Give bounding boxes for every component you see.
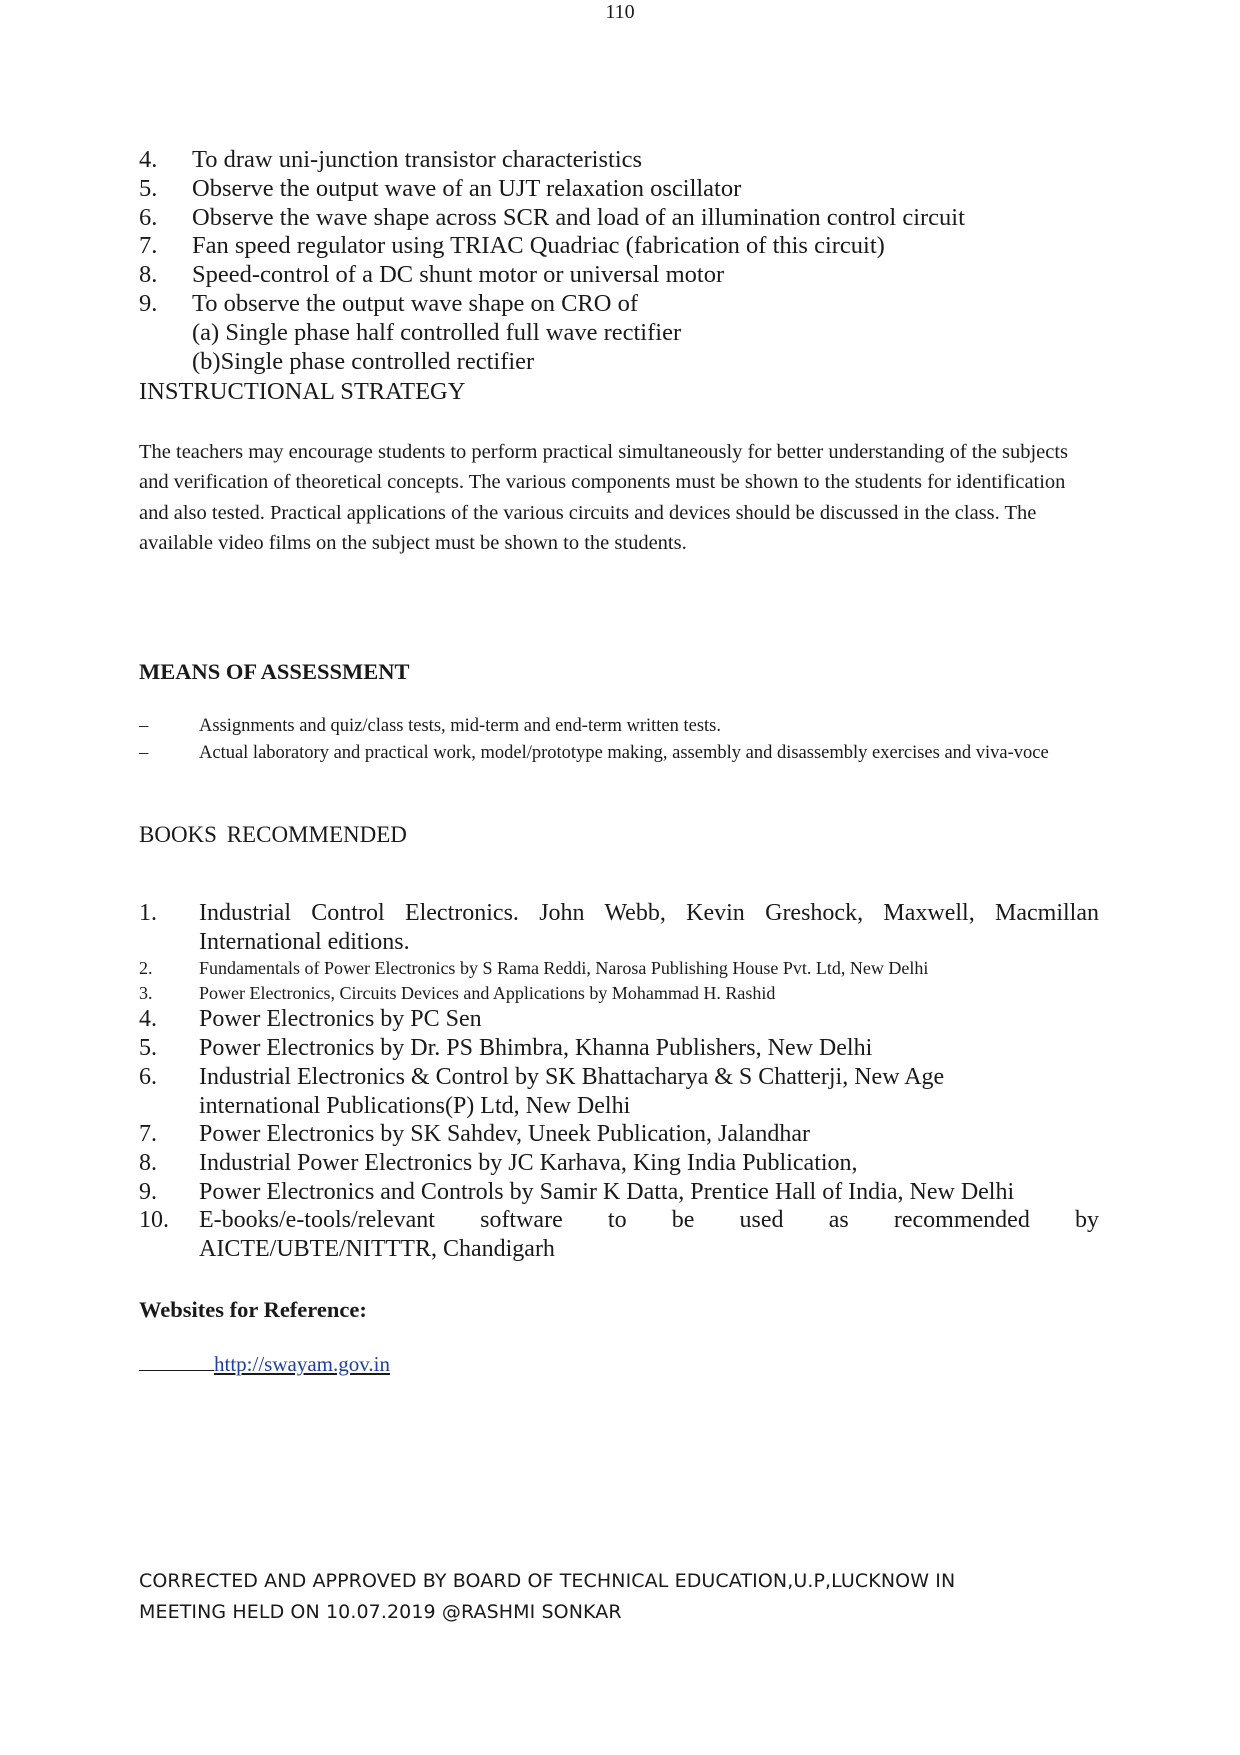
item-text-continued: AICTE/UBTE/NITTTR, Chandigarh — [199, 1236, 555, 1263]
item-number: 2. — [139, 958, 153, 979]
section-heading-websites: Websites for Reference: — [139, 1297, 367, 1322]
books-list — [139, 899, 1099, 1264]
footer-line: CORRECTED AND APPROVED BY BOARD OF TECHNICAL EDUCATION,U.P,LUCKNOW IN — [139, 1570, 956, 1592]
item-number: 6. — [139, 1063, 157, 1090]
item-number: 4. — [139, 146, 158, 173]
strategy-paragraph: The teachers may encourage students to perform practical simultaneously for better understanding of the subjects and verification of theoretical concepts. The various components must be shown to the students for identification and also tested. Practical applications of the various circuits and devices should be discussed in the class. The available video films on the subject must be shown to the students. — [139, 441, 1069, 555]
item-number: 4. — [139, 1006, 157, 1033]
item-text: Power Electronics, Circuits Devices and Applications by Mohammad H. Rashid — [199, 982, 776, 1003]
item-number: 5. — [139, 1035, 157, 1062]
list-item — [139, 956, 1099, 981]
item-text: Fundamentals of Power Electronics by S Rama Reddi, Narosa Publishing House Pvt. Ltd, New Delhi — [199, 958, 929, 979]
item-text: Observe the wave shape across SCR and load of an illumination control circuit — [192, 203, 965, 231]
assessment-list — [139, 713, 1099, 767]
practical-list — [139, 146, 1099, 376]
list-item — [139, 1149, 1099, 1178]
item-text: Industrial Control Electronics. John Webb, Kevin Greshock, Maxwell, Macmillan — [199, 900, 1099, 926]
list-item — [139, 261, 1099, 290]
footer-line: MEETING HELD ON 10.07.2019 @RASHMI SONKAR — [139, 1601, 622, 1623]
list-item — [139, 1034, 1099, 1063]
item-number: 3. — [139, 982, 153, 1003]
item-text: Power Electronics by PC Sen — [199, 1006, 482, 1033]
item-text: Industrial Electronics & Control by SK Bhattacharya & S Chatterji, New Age — [199, 1063, 945, 1090]
item-number: 8. — [139, 261, 158, 289]
item-number: 6. — [139, 203, 158, 231]
item-number: 9. — [139, 1178, 157, 1205]
item-number: 8. — [139, 1149, 157, 1176]
list-item — [139, 1206, 1099, 1263]
list-item — [139, 1120, 1099, 1149]
item-text: To draw uni-junction transistor characteristics — [192, 146, 643, 173]
item-number: 10. — [139, 1207, 169, 1234]
item-text: Power Electronics and Controls by Samir K Datta, Prentice Hall of India, New Delhi — [199, 1178, 1015, 1205]
section-heading-assessment: MEANS OF ASSESSMENT — [139, 659, 410, 684]
item-text: Actual laboratory and practical work, model/prototype making, assembly and disassembly exercises and viva-voce — [199, 743, 1049, 763]
section-heading-books: BOOKS RECOMMENDED — [139, 822, 407, 847]
list-item — [139, 1005, 1099, 1034]
item-number: 9. — [139, 289, 158, 317]
swayam-link[interactable]: http://swayam.gov.in — [214, 1352, 390, 1376]
page-number: 110 — [605, 1, 635, 23]
approval-footer — [139, 1566, 1139, 1628]
list-item — [139, 1178, 1099, 1207]
list-item — [139, 290, 1099, 319]
item-text: E-books/e-tools/relevant software to be used as recommended by — [199, 1207, 1099, 1234]
item-text-continued: International editions. — [199, 928, 410, 955]
item-text: Assignments and quiz/class tests, mid-term and end-term written tests. — [199, 716, 722, 736]
list-item — [139, 1063, 1099, 1120]
list-item — [139, 232, 1099, 261]
underline-spacer — [139, 1350, 214, 1371]
item-number: 1. — [139, 900, 157, 926]
item-text: Industrial Power Electronics by JC Karhava, King India Publication, — [199, 1149, 858, 1176]
item-text: Power Electronics by Dr. PS Bhimbra, Khanna Publishers, New Delhi — [199, 1035, 873, 1062]
item-text: To observe the output wave shape on CRO of — [192, 289, 639, 317]
item-text: Observe the output wave of an UJT relaxation oscillator — [192, 174, 742, 202]
dash-bullet: – — [139, 716, 149, 736]
dash-bullet: – — [139, 743, 149, 763]
website-reference — [139, 1350, 390, 1377]
item-number: 7. — [139, 232, 158, 260]
list-item — [139, 713, 1099, 740]
list-subitem: (b)Single phase controlled rectifier — [192, 347, 535, 375]
list-item — [139, 740, 1099, 767]
item-number: 5. — [139, 174, 158, 202]
section-heading-strategy: INSTRUCTIONAL STRATEGY — [139, 378, 466, 405]
list-item — [139, 899, 1099, 956]
item-number: 7. — [139, 1121, 157, 1148]
list-subitem: (a) Single phase half controlled full wave rectifier — [192, 318, 682, 346]
list-item — [139, 175, 1099, 204]
list-item — [139, 146, 1099, 175]
item-text-continued: international Publications(P) Ltd, New Delhi — [199, 1092, 631, 1119]
list-item — [139, 204, 1099, 233]
item-text: Speed-control of a DC shunt motor or universal motor — [192, 261, 725, 289]
item-text: Fan speed regulator using TRIAC Quadriac (fabrication of this circuit) — [192, 232, 885, 260]
list-item — [139, 981, 1099, 1006]
item-text: Power Electronics by SK Sahdev, Uneek Publication, Jalandhar — [199, 1121, 810, 1148]
